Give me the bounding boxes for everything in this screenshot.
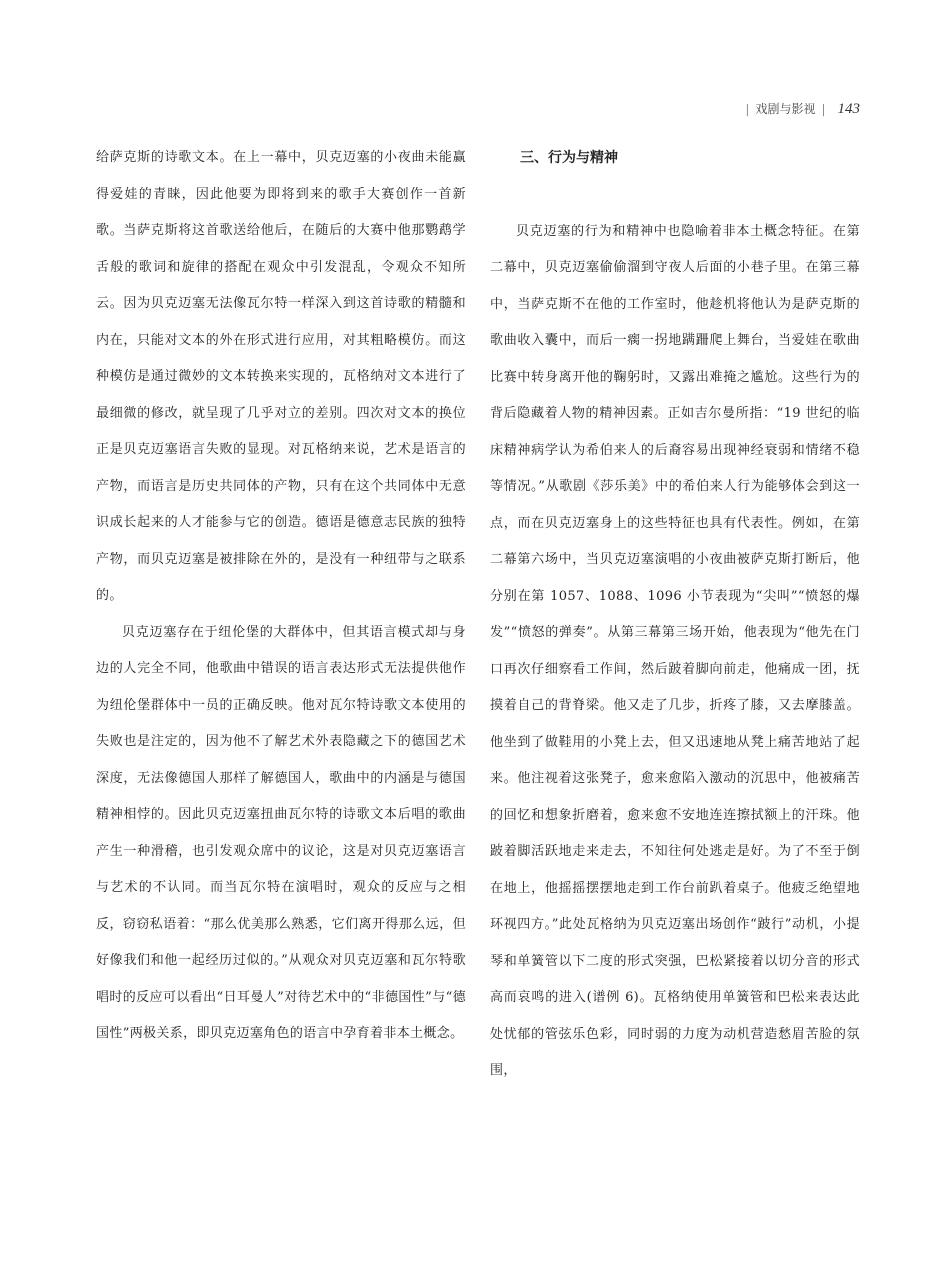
- page-number: 143: [837, 101, 860, 117]
- paragraph: 贝克迈塞存在于纽伦堡的大群体中，但其语言模式却与身边的人完全不同，他歌曲中错误的语言表达形式无法提供他作为纽伦堡群体中一员的正确反映。他对瓦尔特诗歌文本使用的失败也是注定的，因为他不了解艺术外表隐藏之下的德国艺术深度，无法像德国人那样了解德国人，歌曲中的内涵是与德国精神相悖的。因此贝克迈塞扭曲瓦尔特的诗歌文本后唱的歌曲产生一种滑稽，也引发观众席中的议论，这是对贝克迈塞语言与艺术的不认同。而当瓦尔特在演唱时，观众的反应与之相反，窃窃私语着：“那么优美那么熟悉，它们离开得那么远，但好像我们和他一起经历过似的。”从观众对贝克迈塞和瓦尔特歌唱时的反应可以看出“日耳曼人”对待艺术中的“非德国性”与“德国性”两极关系，即贝克迈塞角色的语言中孕育着非本土概念。: [96, 624, 466, 1041]
- paragraph: 贝克迈塞的行为和精神中也隐喻着非本土概念特征。在第二幕中，贝克迈塞偷偷溜到守夜人后面的小巷子里。在第三幕中，当萨克斯不在他的工作室时，他趁机将他认为是萨克斯的歌曲收入囊中，而后一瘸一拐地蹒跚爬上舞台，当爱娃在歌曲比赛中转身离开他的鞠躬时，又露出难掩之尴尬。这些行为的背后隐藏着人物的精神因素。正如吉尔曼所指：“19 世纪的临床精神病学认为希伯来人的后裔容易出现神经衰弱和情绪不稳等情况。”从歌剧《莎乐美》中的希伯来人行为能够体会到这一点，而在贝克迈塞身上的这些特征也具有代表性。例如，在第二幕第六场中，当贝克迈塞演唱的小夜曲被萨克斯打断后，他分别在第 1057、1088、1096 小节表现为“尖叫”“愤怒的爆发”“愤怒的弹奏”。从第三幕第三场开始，他表现为“他先在门口再次仔细察看工作间，然后跛着脚向前走，他痛成一团，抚摸着自己的背脊梁。他又走了几步，折疼了膝，又去摩膝盖。他坐到了做鞋用的小凳上去，但又迅速地从凳上痛苦地站了起来。他注视着这张凳子，愈来愈陷入激动的沉思中，他被痛苦的回忆和想象折磨着，愈来愈不安地连连擦拭额上的汗珠。他跛着脚活跃地走来走去，不知往何处逃走是好。为了不至于倒在地上，他摇摇摆摆地走到工作台前趴着桌子。他疲乏绝望地环视四方。”此处瓦格纳为贝克迈塞出场创作“跛行”动机，小提琴和单簧管以下二度的形式突强，巴松紧接着以切分音的形式高而哀鸣的进入(谱例 6)。瓦格纳使用单簧管和巴松来表达此处忧郁的管弦乐色彩，同时弱的力度为动机营造愁眉苦脸的氛围，: [490, 223, 860, 1078]
- paragraph: 给萨克斯的诗歌文本。在上一幕中，贝克迈塞的小夜曲未能赢得爱娃的青睐，因此他要为即将到来的歌手大赛创作一首新歌。当萨克斯将这首歌送给他后，在随后的大赛中他那鹦鹉学舌般的歌词和旋律的搭配在观众中引发混乱，令观众不知所云。因为贝克迈塞无法像瓦尔特一样深入到这首诗歌的精髓和内在，只能对文本的外在形式进行应用，对其粗略模仿。而这种模仿是通过微妙的文本转换来实现的，瓦格纳对文本进行了最细微的修改，就呈现了几乎对立的差别。四次对文本的换位正是贝克迈塞语言失败的显现。对瓦格纳来说，艺术是语言的产物，而语言是历史共同体的产物，只有在这个共同体中无意识成长起来的人才能参与它的创造。德语是德意志民族的独特产物，而贝克迈塞是被排除在外的，是没有一种纽带与之联系的。: [96, 150, 466, 603]
- header-separator: |: [745, 102, 750, 116]
- section-title: 三、行为与精神: [520, 150, 618, 166]
- right-column: [490, 140, 860, 1090]
- section-spacer: [490, 177, 860, 214]
- running-title: 戏剧与影视: [755, 102, 816, 116]
- header-separator: |: [821, 102, 826, 116]
- running-header: [745, 100, 860, 118]
- left-column: [96, 140, 466, 1053]
